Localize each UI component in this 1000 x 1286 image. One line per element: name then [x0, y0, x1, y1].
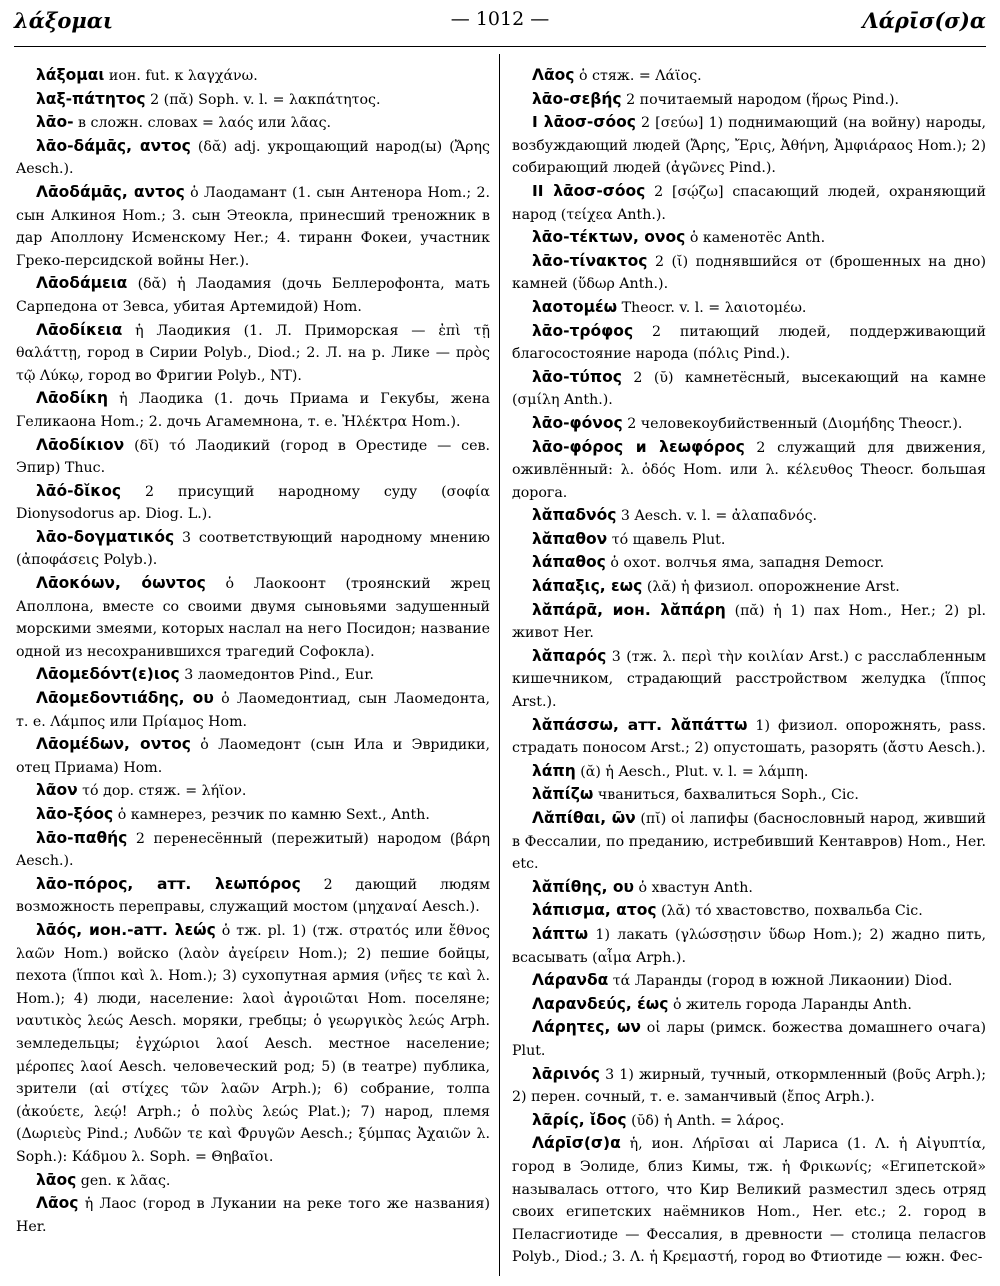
dictionary-entry [512, 993, 986, 1017]
dictionary-entry [16, 387, 490, 433]
entry-headword: λᾱο-τύπος [532, 367, 622, 386]
entry-definition: 2 дающий людям возможность переправы, служащий мостом (μηχαναί Aesch.). [16, 876, 490, 916]
dictionary-entry [512, 575, 986, 599]
entry-headword: Λᾱοκόων, όωντος [36, 574, 206, 593]
entry-definition: 3 Aesch. v. l. = ἀλαπαδνός. [616, 508, 818, 525]
entry-headword: Λᾱοδάμεια [36, 274, 128, 293]
entry-definition: 2 [σῴζω] спасающий людей, охраняющий народ (τείχεα Anth.). [512, 183, 986, 223]
header-rule [14, 46, 986, 47]
dictionary-entry [512, 366, 986, 412]
entry-headword: Λᾱοδίκιον [36, 435, 125, 454]
entry-headword: Λᾱομεδοντιάδης, ου [36, 689, 214, 708]
dictionary-entry [16, 135, 490, 181]
entry-definition: ἡ Лаос (город в Лукании на реке того же названия) Her. [16, 1196, 490, 1235]
entry-headword: λᾱος [36, 1170, 77, 1189]
entry-headword: λαοτομέω [532, 297, 618, 316]
entry-definition: (ῠδ) ἡ Anth. = λάρος. [626, 1112, 785, 1129]
entry-headword: λᾶρίς, ῐδος [532, 1110, 627, 1129]
entry-definition: 2 питающий людей, поддерживающий благосостояние народа (πόλις Pind.). [512, 323, 986, 363]
dictionary-entry [512, 645, 986, 714]
entry-definition: ион. fut. к λαγχάνω. [104, 68, 258, 84]
entry-headword: λάξομαι [36, 66, 105, 84]
entry-definition: ὁ охот. волчья яма, западня Democr. [605, 555, 885, 572]
entry-definition: 2 (ῠ) камнетёсный, высекающий на камне (σμίλη Anth.). [512, 369, 986, 409]
entry-definition: (πῐ) οἱ лапифы (баснословный народ, живший в Фессалии, по преданию, истребивший Кентавров) Hom., Her. etc. [512, 811, 986, 873]
entry-definition: (ᾰ) ἡ Aesch., Plut. v. l. = λάμπη. [575, 763, 809, 780]
entry-definition: (λᾰ) ἡ физиол. опорожнение Arst. [642, 579, 900, 596]
entry-definition: (δᾰ) ἡ Лаодамия (дочь Беллерофонта, мать Сарпедона от Зевса, убитая Артемидой) Hom. [16, 276, 490, 315]
entry-definition: ὁ камнерез, резчик по камню Sext., Anth. [113, 807, 430, 823]
entry-headword: λάπτω [532, 924, 589, 943]
entry-headword: λᾰπίζω [532, 785, 594, 804]
dictionary-entry [16, 1169, 490, 1193]
dictionary-entry [16, 480, 490, 526]
entry-definition: τά Ларанды (город в южной Ликаонии) Diod. [608, 973, 953, 990]
dictionary-entry [512, 226, 986, 250]
entry-headword: Λᾶος [532, 66, 575, 84]
dictionary-entry [512, 807, 986, 876]
entry-headword: Λᾱομεδόντ(ε)ιος [36, 665, 180, 684]
entry-headword: λᾱο-φόνος [532, 413, 623, 432]
dictionary-entry [512, 504, 986, 528]
entry-headword: λᾰπαδνός [532, 506, 617, 525]
entry-headword: λᾱο-τέκτων, ονος [532, 228, 686, 247]
dictionary-entry [512, 714, 986, 760]
dictionary-entry [16, 663, 490, 687]
page-number: — 1012 — [450, 8, 550, 30]
dictionary-entry [512, 436, 986, 505]
entry-headword: λᾶον [36, 781, 78, 800]
entry-headword: λαξ-πάτητος [36, 89, 146, 108]
dictionary-entry [16, 434, 490, 480]
entry-headword: Λᾶος [36, 1194, 79, 1213]
entry-headword: II λᾱοσ-σόος [532, 181, 646, 200]
entry-definition: Theocr. v. l. = λαιοτομέω. [617, 299, 807, 316]
entry-headword: Λᾰπίθαι, ῶν [532, 809, 636, 827]
dictionary-entry [512, 412, 986, 436]
entry-headword: λᾱο-σεβής [532, 89, 622, 108]
entry-headword: λᾱο-πόρος, атт. λεωπόρος [36, 874, 301, 893]
left-running-head: λάξομαι [14, 8, 114, 33]
right-running-head: Λάρῑσ(σ)α [862, 8, 986, 33]
dictionary-entry [512, 111, 986, 180]
entry-headword: λᾱο-ξόος [36, 805, 114, 823]
entry-definition: ἡ, ион. Λήρῑσαι αἱ Лариса (1. Λ. ἡ Αἰγυπτία, город в Эолиде, близ Кимы, тж. ἡ Φρικωνίς; «Египетской» называлась оттого, что Кир Великий разместил здесь отряд своих египетских наёмников Hom., Her. etc.; 2. город в Пеласгиотиде — Фессалия, в древности — столица пеласгов Polyb., Diod.; 3. Λ. ἡ Κρεμαστή, город во Фтиотиде — южн. Фес- [512, 1136, 986, 1266]
entry-definition: 2 (ῐ) поднявшийся от (брошенных на дно) камней (ὕδωρ Anth.). [512, 253, 986, 293]
entry-definition: ὁ Лаокоонт (троянский жрец Аполлона, вместе со своими двумя сыновьями задушенный морскими змеями, которых наслал на него Посидон; название одной из несохранившихся трагедий Софокла). [16, 576, 490, 660]
entry-headword: λᾱο-δάμᾱς, αντος [36, 136, 191, 155]
entry-definition: ὁ хвастун Anth. [634, 879, 753, 896]
entry-definition: (λᾰ) τό хвастовство, похвальба Cic. [656, 903, 923, 920]
entry-definition: (πᾰ) ἡ 1) пах Hom., Her.; 2) pl. живот Her. [512, 602, 986, 642]
dictionary-entry [16, 873, 490, 919]
entry-headword: λάπαξις, εως [532, 577, 643, 596]
entry-definition: οἱ лары (римск. божества домашнего очага) Plut. [512, 1020, 986, 1059]
dictionary-entry [512, 296, 986, 320]
dictionary-entry [16, 272, 490, 318]
entry-headword: λᾱο-τίνακτος [532, 251, 648, 270]
entry-headword: λᾰπάρᾱ, ион. λᾰπάρη [532, 600, 726, 619]
left-column [16, 64, 490, 1238]
dictionary-entry [512, 320, 986, 366]
entry-definition: 3 1) жирный, тучный, откормленный (βοῦς Arph.); 2) перен. сочный, т. е. заманчивый (ἔπος Arph.). [512, 1066, 986, 1106]
entry-headword: Λάρητες, ων [532, 1018, 641, 1037]
entry-definition: τό щавель Plut. [607, 531, 726, 548]
dictionary-entry [16, 88, 490, 112]
dictionary-entry [512, 1109, 986, 1133]
dictionary-entry [512, 1063, 986, 1109]
entry-definition: (δᾰ) adj. укрощающий народ(ы) (Ἄρης Aesch.). [16, 138, 490, 178]
dictionary-entry [512, 923, 986, 969]
entry-definition: в сложн. словах = λαός или λᾶας. [73, 115, 332, 132]
entry-definition: 1) физиол. опорожнять, pass. страдать поносом Arst.; 2) опустошать, разорять (ἄστυ Aesch.). [512, 717, 986, 757]
entry-headword: λᾱό-δῐκος [36, 481, 122, 500]
dictionary-entry [16, 319, 490, 388]
entry-headword: λᾱο-φόρος и λεωφόρος [532, 437, 745, 456]
right-column [512, 64, 986, 1269]
dictionary-entry [512, 599, 986, 645]
page-header [14, 8, 986, 42]
dictionary-entry [512, 1016, 986, 1062]
entry-definition: 3 (тж. λ. περὶ τὴν κοιλίαν Arst.) с расслабленным кишечником, страдающий расстройством желудка (ἵππος Arst.). [512, 648, 986, 711]
entry-headword: λάπη [532, 761, 576, 780]
entry-definition: 2 (πᾰ) Soph. v. l. = λακπάτητος. [145, 91, 381, 108]
entry-headword: Λᾱοδίκη [36, 389, 109, 408]
dictionary-entry [512, 64, 986, 88]
dictionary-entry [16, 64, 490, 88]
entry-definition: 3 соответствующий народному мнению (ἀποφάσεις Polyb.). [16, 529, 490, 569]
dictionary-entry [512, 180, 986, 226]
entry-definition: 2 перенесённый (пережитый) народом (βάρη Aesch.). [16, 830, 490, 870]
entry-headword: λᾰπαθον [532, 529, 608, 548]
entry-headword: Λαρανδεύς, έως [532, 994, 669, 1013]
entry-definition: ἡ Лаодика (1. дочь Приама и Гекубы, жена Геликаона Hom.; 2. дочь Агамемнона, т. е. Ἠλέκτρα Hom.). [16, 391, 490, 430]
dictionary-entry [16, 687, 490, 733]
entry-definition: ὁ тж. pl. 1) (тж. στρατός или ἔθνος λαῶν Hom.) войско (λαὸν ἀγείρειν Hom.); 2) пешие бойцы, пехота (ἵπποι καὶ λ. Hom.); 3) сухопутная армия (νῆες τε καὶ λ. Hom.); 4) люди, население: λαοὶ ἀγροιῶται Hom. поселяне; ναυτικὸς λεώς Aesch. моряки, гребцы; ὁ γεωργικὸς λεώς Arph. земледельцы; ἐγχώριοι λαοί Aesch. местное население; μέροπες λαοί Aesch. человеческий род; 5) (в театре) публика, зрители (αἱ στίχες τῶν λαῶν Arph.); 6) собрание, толпа (ἀκούετε, λεῴ! Arph.; ὁ πολὺς λεώς Plat.); 7) народ, племя (Δωριεὺς Pind.; Λυδῶν τε καὶ Φρυγῶν Aesch.; ξύμπας Ἀχαιῶν λ. Soph.): Κάδμου λ. Soph. = Θηβαῖοι. [16, 922, 490, 1165]
entry-definition: 1) лакать (γλώσσῃσιν ὕδωρ Hom.); 2) жадно пить, всасывать (αἷμα Arph.). [512, 926, 986, 966]
entry-definition: gen. к λᾶας. [76, 1172, 171, 1189]
dictionary-entry [512, 551, 986, 575]
dictionary-entry [16, 779, 490, 803]
entry-headword: Λάρῑσ(σ)α [532, 1134, 621, 1153]
entry-headword: Λᾱοδίκεια [36, 320, 123, 339]
entry-definition: 2 служащий для движения, оживлённый: λ. ὁδός Hom. или λ. κέλευθος Theocr. большая дорога. [512, 439, 986, 501]
dictionary-entry [16, 827, 490, 873]
dictionary-entry [16, 733, 490, 779]
entry-definition: чваниться, бахвалиться Soph., Cic. [593, 787, 859, 804]
entry-headword: λᾰπάσσω, атт. λᾰπάττω [532, 715, 748, 734]
entry-headword: λάπισμα, ατος [532, 901, 657, 920]
entry-headword: λᾱο- [36, 113, 74, 132]
entry-definition: 2 присущий народному суду (σοφία Dionysodorus ap. Diog. L.). [16, 483, 490, 523]
dictionary-entry [16, 803, 490, 827]
dictionary-entry [16, 181, 490, 272]
dictionary-entry [512, 969, 986, 993]
dictionary-entry [16, 111, 490, 135]
entry-definition: ὁ Лаомедонтиад, сын Лаомедонта, т. е. Λάμπος или Πρίαμος Hom. [16, 691, 490, 730]
entry-definition: 3 лаомедонтов Pind., Eur. [179, 667, 374, 684]
entry-definition: ὁ житель города Ларанды Anth. [668, 996, 912, 1013]
entry-headword: I λᾱοσ-σόος [532, 113, 636, 132]
entry-definition: 2 почитаемый народом (ἥρως Pind.). [621, 91, 900, 108]
entry-definition: τό дор. стяж. = λήϊον. [77, 783, 247, 800]
dictionary-entry [512, 1132, 986, 1269]
entry-headword: λᾱο-παθής [36, 828, 128, 847]
entry-headword: λᾱο-δογματικός [36, 527, 175, 546]
dictionary-entry [16, 919, 490, 1169]
entry-headword: λᾰπαρός [532, 646, 607, 665]
dictionary-entry [512, 899, 986, 923]
dictionary-entry [16, 526, 490, 572]
entry-definition: ὁ стяж. = Λάϊος. [574, 68, 702, 84]
dictionary-entry [512, 760, 986, 784]
entry-headword: λᾰπίθης, ου [532, 877, 635, 896]
entry-headword: λάπαθος [532, 553, 606, 572]
entry-headword: λᾱός, ион.-атт. λεώς [36, 920, 216, 939]
entry-headword: Λάρανδα [532, 971, 609, 990]
dictionary-entry [512, 88, 986, 112]
entry-definition: ὁ каменотёс Anth. [685, 230, 826, 247]
entry-definition: ὁ Лаодамант (1. сын Антенора Hom.; 2. сын Алкиноя Hom.; 3. сын Этеокла, принесший треножник в дар Аполлону Исменскому Her.; 4. тиранн Фокеи, участник Греко-персидской войны Her.). [16, 184, 490, 269]
dictionary-entry [512, 876, 986, 900]
entry-headword: λᾱο-τρόφος [532, 321, 634, 340]
dictionary-entry [16, 572, 490, 663]
entry-definition: 2 [σεύω] 1) поднимающий (на войну) народы, возбуждающий людей (Ἄρης, Ἔρις, Ἀθήνη, Ἀμφιάραος Hom.); 2) собирающий людей (ἀγῶνες Pind.). [512, 115, 986, 177]
entry-definition: 2 человекоубийственный (Διομήδης Theocr.). [622, 415, 963, 432]
entry-headword: Λᾱοδάμᾱς, αντος [36, 182, 185, 201]
dictionary-entry [512, 250, 986, 296]
dictionary-entry [16, 1192, 490, 1238]
dictionary-entry [512, 783, 986, 807]
entry-headword: λᾱρινός [532, 1064, 600, 1083]
column-divider [499, 54, 500, 1276]
dictionary-entry [512, 528, 986, 552]
entry-definition: (δῐ) τό Лаодикий (город в Орестиде — сев. Эпир) Thuc. [16, 437, 490, 477]
entry-headword: Λᾱομέδων, οντος [36, 735, 191, 754]
entry-definition: ἡ Лаодикия (1. Л. Приморская — ἐπὶ τῇ θαλάττῃ, город в Сирии Polyb., Diod.; 2. Л. на р. Лике — πρὸς τῷ Λύκῳ, город во Фригии Polyb., NT). [16, 322, 490, 384]
entry-definition: ὁ Лаомедонт (сын Ила и Эвридики, отец Приама) Hom. [16, 737, 490, 776]
